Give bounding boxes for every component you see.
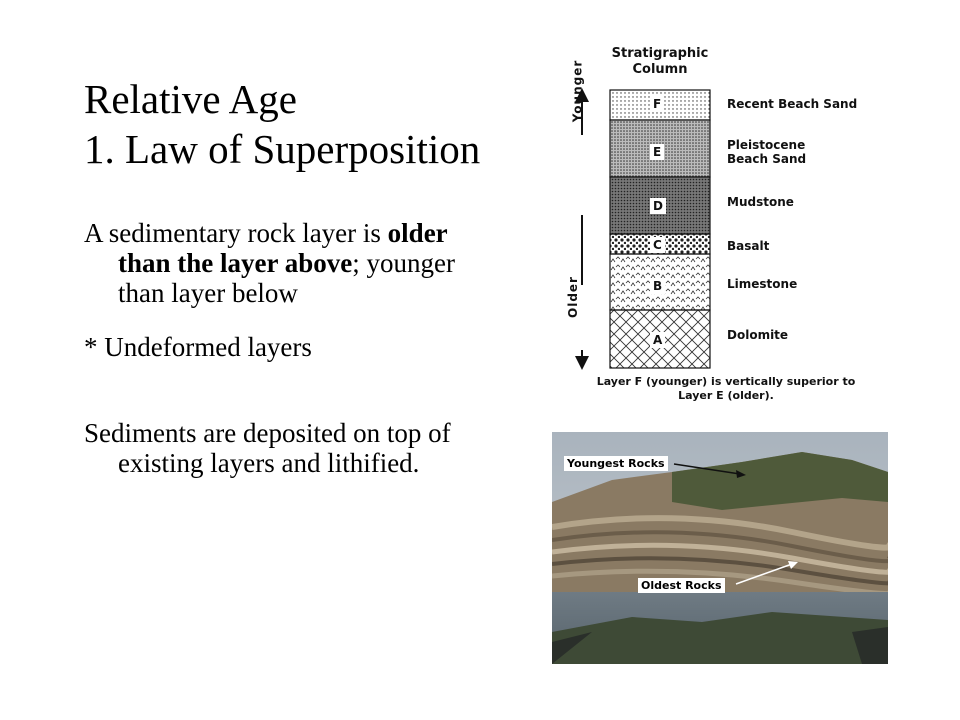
figure-title-line-2: Column: [632, 62, 688, 77]
layer-id-f: F: [650, 96, 664, 112]
layer-name-b: Limestone: [727, 277, 798, 291]
column-graphic: [560, 40, 890, 380]
layer-name-e-line-1: Pleistocene: [727, 138, 806, 152]
oldest-rocks-label: Oldest Rocks: [638, 578, 725, 593]
youngest-rocks-label: Youngest Rocks: [564, 456, 668, 471]
layer-id-e: E: [650, 144, 664, 160]
layer-id-b: B: [650, 278, 665, 294]
layer-name-c: Basalt: [727, 239, 770, 253]
undeformed-note: * Undeformed layers: [84, 332, 312, 362]
definition-text-end: ; younger than layer below: [118, 248, 455, 308]
outcrop-photo: [552, 432, 888, 664]
stratigraphic-column-figure: [560, 40, 890, 420]
title-line-1: Relative Age: [84, 76, 297, 122]
caption-line-2: Layer E (older).: [678, 389, 774, 402]
layer-name-f: Recent Beach Sand: [727, 97, 858, 111]
definition-text-start: A sedimentary rock layer is: [84, 218, 388, 248]
figure-title-line-1: Stratigraphic: [611, 46, 709, 61]
layer-id-c: C: [650, 237, 665, 253]
layer-name-a: Dolomite: [727, 328, 789, 342]
older-axis-label: Older: [565, 276, 580, 318]
layer-name-e-line-2: Beach Sand: [727, 152, 807, 166]
caption-line-1: Layer F (younger) is vertically superior to: [596, 375, 856, 388]
slide-title: [84, 74, 480, 174]
deposition-paragraph: Sediments are deposited on top of existing layers and lithified.: [84, 418, 451, 478]
title-line-2: 1. Law of Superposition: [84, 126, 481, 172]
younger-axis-label: Younger: [570, 59, 585, 123]
slide-body: [84, 218, 474, 502]
layer-name-d: Mudstone: [727, 195, 794, 209]
definition-bold: older than the layer above: [118, 218, 448, 278]
layer-id-d: D: [650, 198, 666, 214]
layer-name-e: [727, 138, 806, 166]
figure-caption: [576, 375, 876, 403]
layer-id-a: A: [650, 332, 665, 348]
definition-paragraph: [84, 218, 474, 308]
